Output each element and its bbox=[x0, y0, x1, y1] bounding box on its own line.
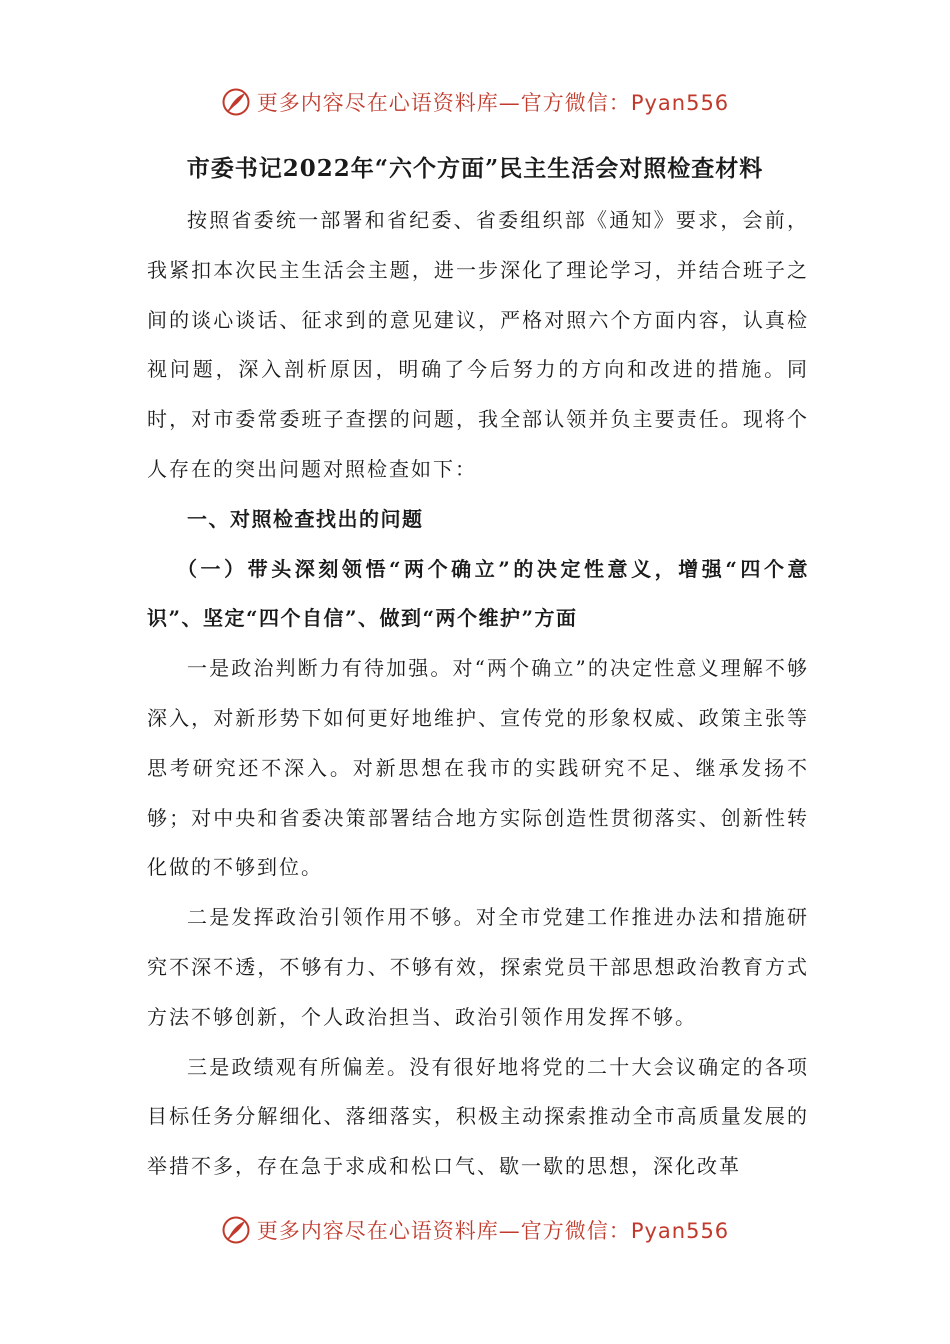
watermark-banner-bottom bbox=[0, 1210, 950, 1250]
document-body bbox=[147, 196, 809, 1192]
quill-logo-icon bbox=[221, 1215, 251, 1245]
watermark-text-bottom bbox=[257, 1215, 729, 1245]
watermark-wechat-id: Pyan556 bbox=[630, 91, 730, 115]
watermark-text bbox=[257, 87, 729, 117]
point-paragraph-1: 一是政治判断力有待加强。对“两个确立”的决定性意义理解不够深入，对新形势下如何更好地维护、宣传党的形象权威、政策主张等思考研究还不深入。对新思想在我市的实践研究不足、继承发扬不够；对中央和省委决策部署结合地方实际创造性贯彻落实、创新性转化做的不够到位。 bbox=[147, 656, 809, 880]
intro-paragraph: 按照省委统一部署和省纪委、省委组织部《通知》要求，会前，我紧扣本次民主生活会主题，进一步深化了理论学习，并结合班子之间的谈心谈话、征求到的意见建议，严格对照六个方面内容，认真检视问题，深入剖析原因，明确了今后努力的方向和改进的措施。同时，对市委常委班子查摆的问题，我全部认领并负主要责任。现将个人存在的突出问题对照检查如下： bbox=[147, 208, 809, 481]
watermark-banner-top bbox=[0, 82, 950, 122]
point-paragraph-2: 二是发挥政治引领作用不够。对全市党建工作推进办法和措施研究不深不透，不够有力、不够有效，探索党员干部思想政治教育方式方法不够创新，个人政治担当、政治引领作用发挥不够。 bbox=[147, 905, 809, 1029]
section-heading-1: 一、对照检查找出的问题 bbox=[187, 506, 424, 531]
watermark-label: 更多内容尽在心语资料库—官方微信： bbox=[256, 91, 631, 115]
watermark-wechat-id-bottom: Pyan556 bbox=[630, 1219, 730, 1243]
document-title: 市委书记2022年“六个方面”民主生活会对照检查材料 bbox=[186, 155, 764, 182]
watermark-label-bottom: 更多内容尽在心语资料库—官方微信： bbox=[256, 1219, 631, 1243]
subsection-heading-1: （一）带头深刻领悟“两个确立”的决定性意义，增强“四个意识”、坚定“四个自信”、做到“两个维护”方面 bbox=[147, 556, 809, 631]
point-paragraph-3: 三是政绩观有所偏差。没有很好地将党的二十大会议确定的各项目标任务分解细化、落细落实，积极主动探索推动全市高质量发展的举措不多，存在急于求成和松口气、歇一歇的思想，深化改革 bbox=[147, 1054, 809, 1179]
quill-logo-icon bbox=[221, 87, 251, 117]
